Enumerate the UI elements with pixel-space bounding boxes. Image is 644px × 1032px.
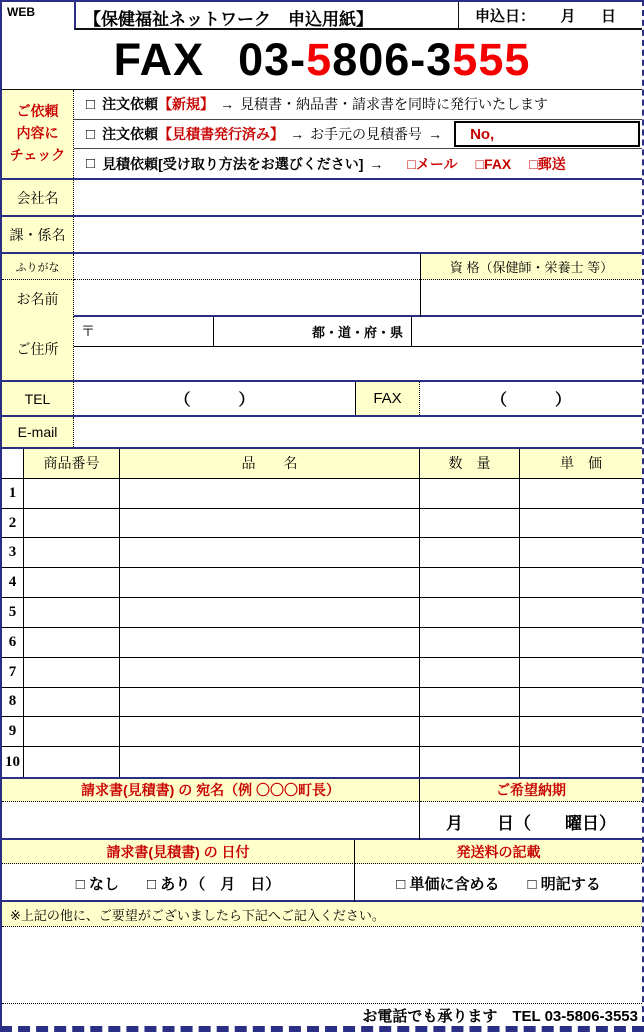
department-label: 課・係名 (2, 217, 74, 252)
item-row-number: 2 (2, 509, 24, 539)
item-row (2, 509, 642, 539)
item-row-number: 10 (2, 747, 24, 777)
item-row (2, 717, 642, 747)
recipient-section (2, 779, 642, 840)
item-row-number: 6 (2, 628, 24, 658)
item-quantity-cell[interactable] (420, 538, 520, 568)
item-unit-price-cell[interactable] (520, 568, 642, 598)
company-input[interactable] (74, 180, 642, 215)
tel-fax-row (2, 382, 642, 417)
item-product-name-cell[interactable] (120, 688, 420, 718)
item-product-name-cell[interactable] (120, 658, 420, 688)
fax-input[interactable]: （ ） (490, 392, 571, 409)
unit-price-header: 単 価 (520, 449, 642, 479)
item-product-no-cell[interactable] (24, 628, 120, 658)
item-product-name-cell[interactable] (120, 628, 420, 658)
new-order-tag: 【新規】 (158, 96, 215, 113)
name-input[interactable] (74, 280, 420, 317)
quoted-order-checkbox[interactable]: □ (86, 125, 96, 143)
prefecture-input[interactable] (412, 317, 642, 346)
item-quantity-cell[interactable] (420, 598, 520, 628)
quote-delivery-option-post[interactable]: □郵送 (529, 155, 566, 172)
item-row (2, 568, 642, 598)
item-unit-price-cell[interactable] (520, 538, 642, 568)
item-product-name-cell[interactable] (120, 509, 420, 539)
invoice-date-header: 請求書(見積書) の 日付 (2, 840, 355, 864)
item-product-name-cell[interactable] (120, 538, 420, 568)
invoice-date-options (2, 864, 355, 902)
remarks-input[interactable] (2, 927, 642, 1004)
shipping-fee-options (355, 864, 642, 902)
apply-date-day[interactable]: 日 (600, 7, 616, 25)
right-arrow-icon: → (369, 155, 384, 172)
item-row (2, 747, 642, 777)
furigana-label: ふりがな (2, 254, 74, 280)
department-row (2, 217, 642, 254)
item-row-number: 7 (2, 658, 24, 688)
right-arrow-icon: → (428, 126, 443, 142)
fax-label: FAX (113, 33, 205, 85)
department-input[interactable] (74, 217, 642, 252)
item-row (2, 538, 642, 568)
item-unit-price-cell[interactable] (520, 717, 642, 747)
product-name-header: 品 名 (120, 449, 420, 479)
right-arrow-icon: → (220, 96, 235, 113)
header-row (2, 2, 642, 30)
right-arrow-icon: → (290, 126, 305, 142)
furigana-input[interactable] (74, 254, 420, 280)
quoted-order-label: 注文依頼 (102, 126, 159, 142)
item-product-name-cell[interactable] (120, 568, 420, 598)
company-label: 会社名 (2, 180, 74, 215)
invoice-date-option-none[interactable]: □ なし (75, 875, 119, 893)
item-row (2, 688, 642, 718)
email-row (2, 417, 642, 449)
fax-number-line (2, 30, 642, 90)
fax-number-seg3: 806-3 (332, 33, 453, 85)
request-side-line3: チェック (9, 146, 66, 163)
fax-number-seg1: 03- (238, 33, 307, 85)
quote-request-method-label: [受け取り方法をお選びください] (158, 155, 364, 172)
address-top-row (74, 317, 642, 347)
product-no-header: 商品番号 (24, 449, 120, 479)
quote-request-checkbox[interactable]: □ (86, 155, 96, 173)
email-input[interactable] (74, 417, 642, 447)
postal-code-input[interactable] (74, 317, 214, 346)
quote-delivery-option-mail[interactable]: □メール (407, 155, 458, 172)
item-row (2, 598, 642, 628)
item-product-name-cell[interactable] (120, 598, 420, 628)
company-row (2, 180, 642, 217)
recipient-header: 請求書(見積書) の 宛名（例 〇〇〇町長） (2, 779, 420, 802)
item-unit-price-cell[interactable] (520, 688, 642, 718)
request-type-section (2, 90, 642, 180)
item-unit-price-cell[interactable] (520, 479, 642, 509)
apply-date-month[interactable]: 月 (560, 7, 576, 25)
item-row-number: 4 (2, 568, 24, 598)
item-quantity-cell[interactable] (420, 717, 520, 747)
item-quantity-cell[interactable] (420, 509, 520, 539)
item-row (2, 658, 642, 688)
fax-field-label: FAX (355, 382, 420, 415)
item-product-no-cell[interactable] (24, 598, 120, 628)
quote-delivery-option-fax[interactable]: □FAX (475, 155, 512, 172)
invoice-date-section (2, 840, 642, 902)
item-quantity-cell[interactable] (420, 568, 520, 598)
qualification-header: 資 格（保健師・栄養士 等） (420, 254, 642, 280)
item-quantity-cell[interactable] (420, 628, 520, 658)
request-side-line1: ご依頼 (16, 103, 59, 120)
item-product-no-cell[interactable] (24, 717, 120, 747)
new-order-description: 見積書・納品書・請求書を同時に発行いたします (240, 96, 549, 113)
row-number-header (2, 449, 24, 479)
remarks-note: ※上記の他に、ご要望がございましたら下記へご記入ください。 (2, 902, 642, 927)
item-product-no-cell[interactable] (24, 509, 120, 539)
item-product-name-cell[interactable] (120, 717, 420, 747)
name-label: お名前 (2, 280, 74, 317)
item-unit-price-cell[interactable] (520, 658, 642, 688)
item-row-number: 3 (2, 538, 24, 568)
item-quantity-cell[interactable] (420, 688, 520, 718)
item-row-number: 8 (2, 688, 24, 718)
quote-request-label: 見積依頼 (102, 155, 159, 172)
quote-number-label: お手元の見積番号 (310, 126, 423, 142)
item-product-no-cell[interactable] (24, 688, 120, 718)
quantity-header: 数 量 (420, 449, 520, 479)
tel-label: TEL (2, 382, 74, 415)
item-quantity-cell[interactable] (420, 479, 520, 509)
request-row-quote-request (74, 148, 642, 178)
fax-number-seg2: 5 (306, 33, 333, 85)
prefecture-cell[interactable] (214, 317, 412, 346)
items-table-header (2, 449, 642, 479)
item-product-name-cell[interactable] (120, 479, 420, 509)
item-product-no-cell[interactable] (24, 538, 120, 568)
email-label: E-mail (2, 417, 74, 447)
item-row-number: 1 (2, 479, 24, 509)
name-block (2, 254, 642, 317)
item-unit-price-cell[interactable] (520, 628, 642, 658)
item-product-name-cell[interactable] (120, 747, 420, 777)
apply-date-line (458, 2, 642, 30)
postal-mark: 〒 (81, 323, 95, 339)
address-detail-input[interactable] (74, 347, 642, 380)
item-row (2, 628, 642, 658)
apply-date-label: 申込日： (475, 7, 536, 25)
item-product-no-cell[interactable] (24, 568, 120, 598)
item-product-no-cell[interactable] (24, 479, 120, 509)
recipient-input[interactable] (2, 802, 420, 840)
prefecture-label: 都・道・府・県 (311, 325, 403, 340)
phone-contact-note: お電話でも承ります TEL 03-5806-3553 (362, 1007, 638, 1025)
request-side-label (2, 90, 74, 178)
fax-number-seg4: 555 (452, 33, 531, 85)
address-block (2, 317, 642, 382)
shipping-option-state[interactable]: □ 明記する (527, 875, 601, 893)
invoice-date-option-yes[interactable]: □ あり（ 月 日） (147, 875, 281, 893)
delivery-header: ご希望納期 (420, 779, 642, 802)
form-title: 【保健福祉ネットワーク 申込用紙】 (74, 2, 458, 30)
quoted-order-tag: 【見積書発行済み】 (158, 126, 285, 142)
address-fields (74, 317, 642, 380)
shipping-option-include[interactable]: □ 単価に含める (396, 875, 500, 893)
items-table (2, 449, 642, 779)
request-row-quoted-order (74, 119, 642, 149)
shipping-fee-header: 発送料の記載 (355, 840, 642, 864)
delivery-date-input[interactable]: 月 日（ 曜日） (446, 813, 616, 833)
address-label: ご住所 (2, 317, 74, 380)
item-row (2, 479, 642, 509)
item-row-number: 5 (2, 598, 24, 628)
qualification-input[interactable] (420, 280, 642, 317)
item-quantity-cell[interactable] (420, 747, 520, 777)
item-unit-price-cell[interactable] (520, 509, 642, 539)
item-quantity-cell[interactable] (420, 658, 520, 688)
item-product-no-cell[interactable] (24, 747, 120, 777)
request-side-line2: 内容に (16, 125, 59, 142)
request-row-new-order (74, 90, 642, 119)
item-product-no-cell[interactable] (24, 658, 120, 688)
tel-input[interactable]: （ ） (174, 392, 255, 409)
new-order-checkbox[interactable]: □ (86, 95, 96, 113)
web-label: WEB (7, 5, 35, 19)
item-unit-price-cell[interactable] (520, 747, 642, 777)
quote-number-input[interactable]: No, (454, 121, 640, 148)
request-rows (74, 90, 642, 178)
item-unit-price-cell[interactable] (520, 598, 642, 628)
new-order-label: 注文依頼 (102, 96, 159, 113)
item-row-number: 9 (2, 717, 24, 747)
